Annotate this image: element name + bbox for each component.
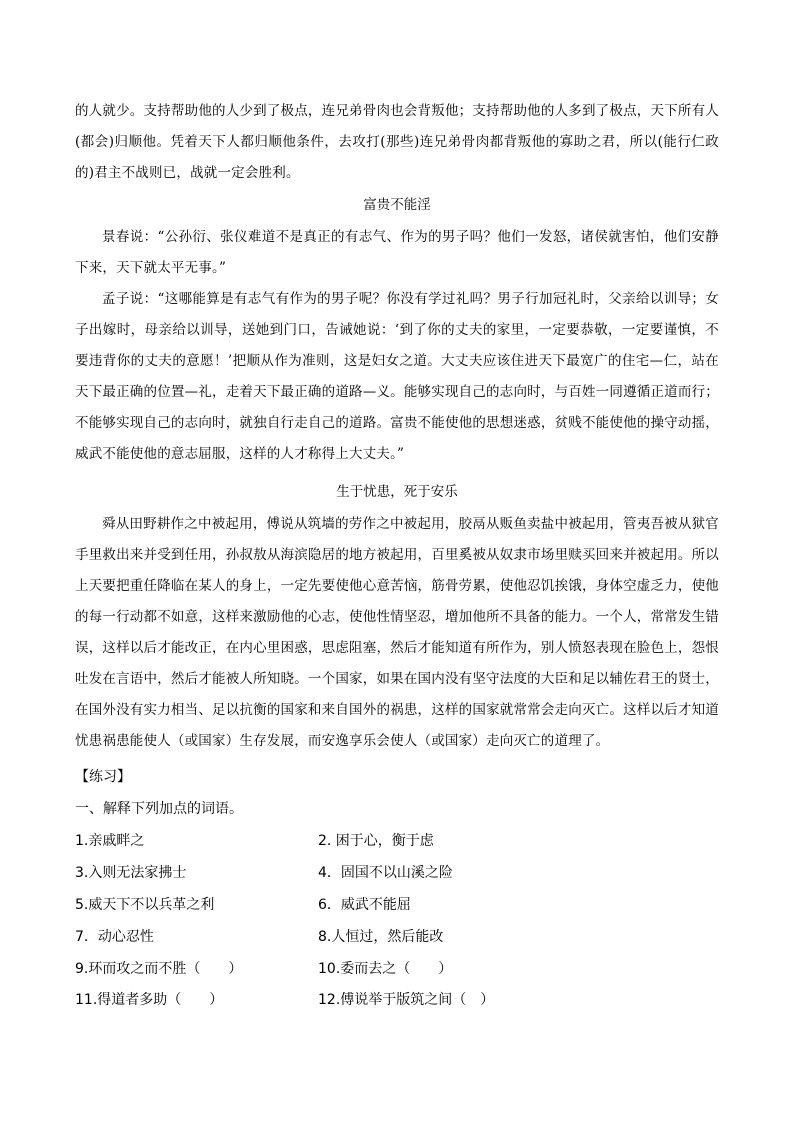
exercise-item-6: 6．威武不能屈 [318, 897, 411, 913]
exercise-item-7: 7．动心忍性 [75, 929, 154, 945]
exercise-row [75, 985, 719, 1016]
exercise-header: 【练习】 [75, 769, 131, 785]
section-title-shengyuyouhuan: 生于忧患，死于安乐 [336, 484, 458, 500]
exercise-item-9: 9.环而攻之而不胜（ ） [75, 961, 243, 977]
exercise-row [75, 922, 719, 953]
jingchun-paragraph: 景春说：“公孙衍、张仪难道不是真正的有志气、作为的男子吗？他们一发怒，诸侯就害怕，他们安静下来，天下就太平无事。” [75, 229, 719, 276]
passage1-ending-paragraph: 的人就少。支持帮助他的人少到了极点，连兄弟骨肉也会背叛他；支持帮助他的人多到了极点，天下所有人(都会)归顺他。凭着天下人都归顺他条件，去攻打(那些)连兄弟骨肉都背叛他的寡助之君，所以(能行仁政的)君主不战则已，战就一定会胜利。 [75, 103, 719, 181]
shengyuyouhuan-paragraph: 舜从田野耕作之中被起用，傅说从筑墙的劳作之中被起用，胶鬲从贩鱼卖盐中被起用，管夷吾被从狱官手里救出来并受到任用，孙叔敖从海滨隐居的地方被起用，百里奚被从奴隶市场里赎买回来并被起用。所以上天要把重任降临在某人的身上，一定先要使他心意苦恼，筋骨劳累，使他忍饥挨饿，身体空虚乏力，使他的每一行动都不如意，这样来激励他的心志，使他性情坚忍，增加他所不具备的能力。一个人，常常发生错误，这样以后才能改正，在内心里困惑，思虑阻塞，然后才能知道有所作为，别人愤怒表现在脸色上，怨恨吐发在言语中，然后才能被人所知晓。一个国家，如果在国内没有坚守法度的大臣和足以辅佐君王的贤士，在国外没有实力相当、足以抗衡的国家和来自国外的祸患，这样的国家就常常会走向灭亡。这样以后才知道忧患祸患能使人（或国家）生存发展，而安逸享乐会使人（或国家）走向灭亡的道理了。 [75, 516, 719, 749]
exercise-row [75, 954, 719, 985]
exercise-row [75, 890, 719, 921]
exercise-item-5: 5.威天下不以兵革之利 [75, 897, 215, 913]
exercise-item-4: 4．固国不以山溪之险 [318, 865, 453, 881]
mengzi-paragraph: 孟子说：“这哪能算是有志气有作为的男子呢？你没有学过礼吗？男子行加冠礼时，父亲给以训导；女子出嫁时，母亲给以训导，送她到门口，告诫她说：‘到了你的丈夫的家里，一定要恭敬，一定要谨慎，不要违背你的丈夫的意愿！’把顺从作为准则，这是妇女之道。大丈夫应该住进天下最宽广的住宅—仁，站在天下最正确的位置—礼，走着天下最正确的道路—义。能够实现自己的志向时，与百姓一同遵循正道而行；不能够实现自己的志向时，就独自行走自己的道路。富贵不能使他的思想迷惑，贫贱不能使他的操守动摇，威武不能使他的意志屈服，这样的人才称得上大丈夫。” [75, 291, 719, 462]
question-1-title: 一、解释下列加点的词语。 [75, 801, 243, 817]
exercise-item-8: 8.人恒过，然后能改 [318, 929, 444, 945]
exercise-item-2: 2. 困于心，衡于虑 [318, 833, 434, 849]
exercise-item-12: 12.傅说举于版筑之间（ ） [318, 992, 495, 1008]
exercise-item-3: 3.入则无法家拂士 [75, 865, 187, 881]
exercise-item-11: 11.得道者多助（ ） [75, 992, 224, 1008]
exercise-item-1: 1.亲戚畔之 [75, 833, 145, 849]
exercise-item-10: 10.委而去之（ ） [318, 961, 453, 977]
exercise-row [75, 826, 719, 857]
section-title-fugui: 富贵不能淫 [363, 197, 431, 213]
exercise-row [75, 858, 719, 889]
